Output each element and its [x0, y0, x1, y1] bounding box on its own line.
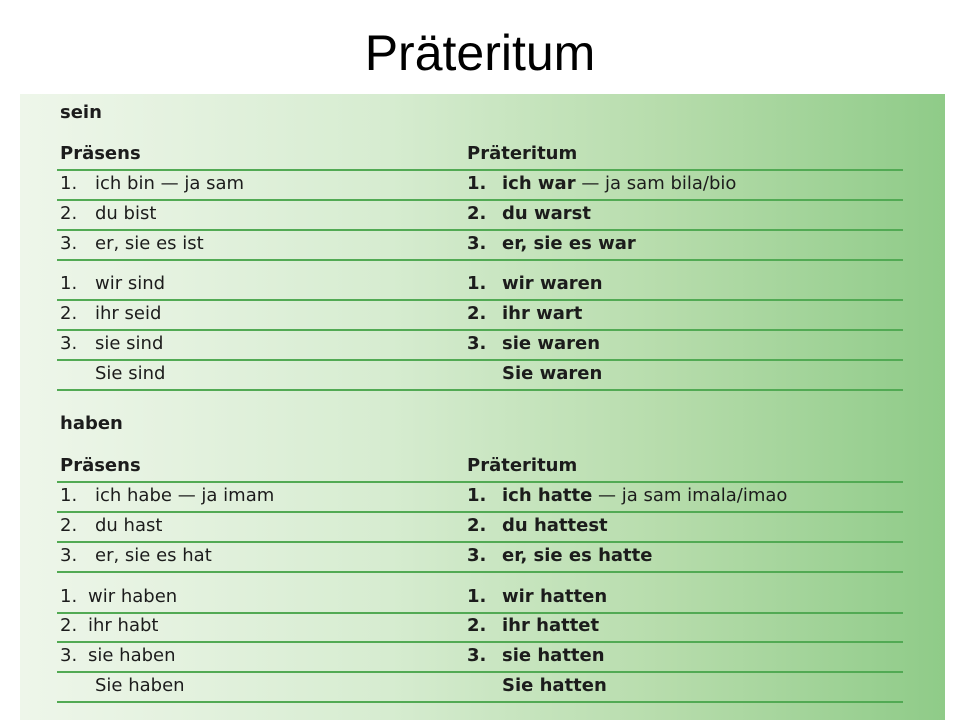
translation-note: — ja sam imala/imao — [598, 485, 788, 506]
past-cell — [467, 175, 736, 193]
header-present: Präsens — [60, 143, 141, 164]
row-number: 2. — [60, 515, 78, 536]
table-row — [57, 542, 903, 573]
past-cell — [467, 677, 607, 695]
present-form: ihr seid — [95, 303, 162, 324]
row-number: 2. — [467, 303, 487, 324]
past-cell — [467, 647, 605, 665]
present-form: ihr habt — [88, 615, 159, 636]
table-row — [57, 200, 903, 231]
conjugation-panel — [20, 94, 945, 720]
table-row — [57, 360, 903, 391]
past-form: er, sie es war — [502, 233, 636, 254]
past-form: sie waren — [502, 333, 601, 354]
row-number: 2. — [467, 515, 487, 536]
past-form: Sie hatten — [502, 675, 607, 696]
table-row — [57, 672, 903, 703]
past-cell — [467, 235, 636, 253]
row-number: 3. — [60, 233, 78, 254]
present-form: du hast — [95, 515, 163, 536]
past-cell — [467, 517, 608, 535]
past-form: ihr wart — [502, 303, 583, 324]
past-cell — [467, 547, 652, 565]
table-header — [57, 452, 903, 483]
row-number: 2. — [60, 615, 78, 636]
translation-note: — ja sam — [160, 173, 245, 194]
present-cell — [60, 647, 176, 665]
row-number: 2. — [467, 203, 487, 224]
row-number: 3. — [467, 333, 487, 354]
present-form: Sie haben — [95, 675, 185, 696]
past-form: er, sie es hatte — [502, 545, 653, 566]
past-cell — [467, 588, 607, 606]
present-form: er, sie es hat — [95, 545, 212, 566]
table-header — [57, 140, 903, 171]
present-cell — [60, 365, 165, 383]
past-form: wir waren — [502, 273, 603, 294]
row-number: 3. — [60, 645, 78, 666]
row-number: 1. — [467, 173, 487, 194]
row-number: 3. — [60, 333, 78, 354]
present-cell — [60, 517, 162, 535]
present-form: ich bin — [95, 173, 155, 194]
past-cell — [467, 617, 599, 635]
table-row — [57, 300, 903, 331]
past-form: Sie waren — [502, 363, 603, 384]
present-form: Sie sind — [95, 363, 166, 384]
present-cell — [60, 617, 158, 635]
row-number: 1. — [467, 273, 487, 294]
past-form: wir hatten — [502, 586, 608, 607]
past-form: du warst — [502, 203, 591, 224]
row-number: 3. — [60, 545, 78, 566]
table-row — [57, 642, 903, 673]
row-number: 1. — [60, 485, 78, 506]
past-cell — [467, 275, 603, 293]
table-row — [57, 512, 903, 543]
present-cell — [60, 335, 163, 353]
row-number: 1. — [60, 586, 78, 607]
present-form: er, sie es ist — [95, 233, 204, 254]
table-row — [57, 170, 903, 201]
past-cell — [467, 365, 602, 383]
past-form: ich war — [502, 173, 576, 194]
translation-note: — ja imam — [177, 485, 275, 506]
row-number: 1. — [467, 485, 487, 506]
row-number: 1. — [60, 273, 78, 294]
present-form: ich habe — [95, 485, 172, 506]
present-cell — [60, 305, 161, 323]
present-cell — [60, 547, 212, 565]
table-row — [57, 583, 903, 614]
verb-heading-sein: sein — [60, 102, 102, 123]
present-form: wir sind — [95, 273, 166, 294]
present-cell — [60, 235, 204, 253]
row-number: 2. — [467, 615, 487, 636]
header-past: Präteritum — [467, 455, 578, 476]
past-cell — [467, 487, 787, 505]
row-number: 2. — [60, 303, 78, 324]
present-form: sie sind — [95, 333, 164, 354]
row-number: 3. — [467, 645, 487, 666]
past-form: sie hatten — [502, 645, 605, 666]
row-number: 2. — [60, 203, 78, 224]
table-row — [57, 482, 903, 513]
table-row — [57, 270, 903, 301]
present-cell — [60, 487, 274, 505]
table-row — [57, 330, 903, 361]
past-cell — [467, 305, 582, 323]
present-form: wir haben — [88, 586, 178, 607]
past-form: ihr hattet — [502, 615, 600, 636]
past-form: du hattest — [502, 515, 608, 536]
row-number: 3. — [467, 545, 487, 566]
present-cell — [60, 205, 156, 223]
header-past: Präteritum — [467, 143, 578, 164]
header-present: Präsens — [60, 455, 141, 476]
past-cell — [467, 205, 591, 223]
translation-note: — ja sam bila/bio — [581, 173, 737, 194]
table-row — [57, 612, 903, 643]
verb-heading-haben: haben — [60, 413, 123, 434]
slide-title: Präteritum — [364, 25, 596, 81]
present-cell — [60, 275, 165, 293]
past-cell — [467, 335, 600, 353]
present-form: sie haben — [88, 645, 176, 666]
table-row — [57, 230, 903, 261]
past-form: ich hatte — [502, 485, 593, 506]
row-number: 1. — [467, 586, 487, 607]
present-form: du bist — [95, 203, 157, 224]
row-number: 1. — [60, 173, 78, 194]
present-cell — [60, 677, 185, 695]
present-cell — [60, 175, 244, 193]
row-number: 3. — [467, 233, 487, 254]
present-cell — [60, 588, 177, 606]
